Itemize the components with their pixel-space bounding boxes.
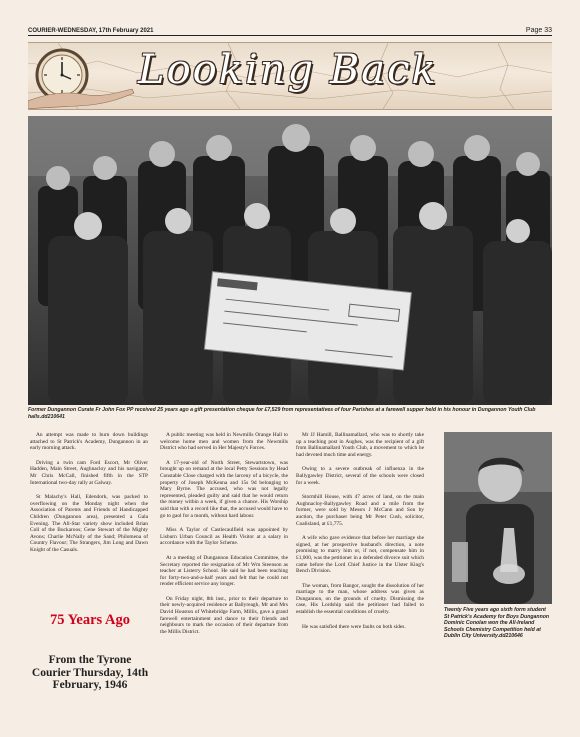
article-column-1 [30,432,148,562]
header-rule [28,35,552,36]
paragraph: Owing to a severe outbreak of influenza in the Ballygawley District, several of the schools were closed for a week. [296,466,424,486]
student-photo [444,432,552,604]
student-photo-illustration [444,432,552,604]
paragraph: The woman, from Bangor, sought the dissolution of her marriage to the man, whose address was given as Dungannon, on the grounds of cruelty. Dismissing the case, His Lordship said the petitioner had failed to establish the essential conditions of cruelty. [296,582,424,616]
paragraph: He was satisfied there were faults on both sides. [302,623,406,630]
main-photo [28,116,552,405]
paper-dateline: COURIER-WEDNESDAY, 17th February 2021 [28,28,154,34]
page-header [28,22,552,34]
page-number: Page 33 [525,27,552,34]
paragraph: A wife who gave evidence that before her marriage she signed, at her prospective husband's direction, a note promising to marry him or, if not, compensate him in £1,000, was the petitioner in a defended divorce suit which came before the Lord Chief Justice in the Ulster King's Bench Division. [296,535,424,575]
paragraph: A 17-year-old of North Street, Stewartstown, was brought up on remand at the local Petty Sessions by Head Constable Close charged with the larceny of a bicycle, the property of Joseph McKenna and 15s 9d belonging to Mary Byrne. The accused, who was not legally represented, pleaded guilty and said that he would return the money within a week, if given a chance. His Worship said that with a record like that, the accused would have to go to gaol for a month, without hard labour. [160,459,288,519]
paragraph: St Malachy's Hall, Edendork, was packed to overflowing on the Monday night when the Association of Parents and Friends of Handicapped Children (Dungannon area), presented a Gala Evening. The All-Star variety show included Brian Coll of the Buckaroos; Gene Stewart of the Mighty Avons; Charlie McNally of the Sand; Philomena of Country Flavour; The Strangers, Jim Long and Dawn Knight of the Casuals. [30,494,148,553]
paragraph: Driving a twin cam Ford Escort, Mr Oliver Hadden, Main Street, Aughnacloy and his navigator, Mr Chris McCall, finished fifth in the STP International two-day rally at Galway. [30,459,148,486]
article-column-2 [160,432,288,643]
source-credit: From the Tyrone Courier Thursday, 14th February, 1946 [31,654,149,691]
group-photo-illustration [28,116,552,405]
main-photo-caption: Former Dungannon Curate Fr John Fox PP received 25 years ago a gift presentation cheque for £7,529 from representatives of four Parishes at a farewell supper held in his honour in Dungannon Youth Club halls.dd210641 [28,407,536,420]
paragraph: At a meeting of Dungannon Education Committee, the Secretary reported the resignation of Mr Wm Steenson as teacher at Listerry School. He said he had been teaching for forty-two-and-a-half years and felt that he could not render efficient service any longer. [160,554,288,588]
paragraph: Stormhill House, with 47 acres of land, on the main Aughnacloy-Ballygawley Road and a mile from the former, were sold by Messrs J McCann and Son by auction, the purchaser being Mr Peter Cush, solicitor, Coalisland, at £1,775. [296,494,424,527]
years-ago-heading: 75 Years Ago [49,612,130,628]
banner-title: Looking Back [138,47,438,93]
paragraph: On Friday night, 8th inst., prior to their departure to their newly-acquired residence at Ballyreagh, Mr and Mrs David Houston of Whitebridge Farm, Millis, gave a grand farewell entertainment and dance to their friends and neighbours to mark the occasion of their departure from the Millis District. [160,595,288,635]
paragraph: An attempt was made to burn down buildings attached to St Patrick's Academy, Dungannon in an early morning attack. [30,432,148,452]
hand-icon [28,83,138,109]
looking-back-banner [28,42,552,110]
student-photo-caption: Twenty Five years ago sixth form student St Patrick's Academy for Boys Dungannon Dominic Conolan won the All-Ireland Schools Chemistry Competition held at Dublin City University.dd210646 [444,607,550,640]
paragraph: Mr JJ Hamill, Ballinamallard, who was to shortly take up a teaching post in Aughes, was the recipient of a gift from Ballinamallard Youth Club, a movement to which he had devoted much time and energy. [296,432,424,458]
article-column-3 [296,432,424,638]
paragraph: A public meeting was held in Newmills Orange Hall to welcome home men and women from the Newmills District who had served in Her Majesty's Forces. [160,432,288,452]
paragraph: Miss A Taylor of Castlecaulfield was appointed by Lisburn Urban Council as Health Visitor at a salary in accordance with the Taylor Scheme. [160,527,288,547]
